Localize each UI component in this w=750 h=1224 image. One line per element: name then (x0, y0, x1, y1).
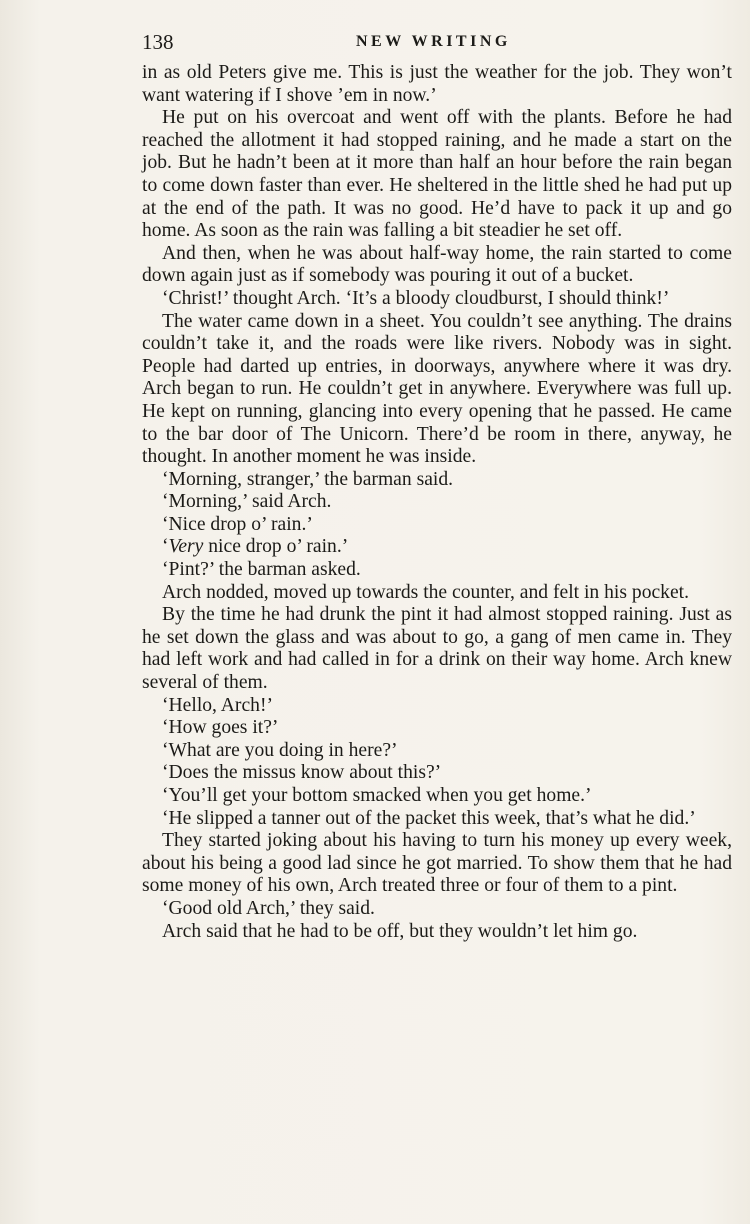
paragraph: They started joking about his having to turn his money up every week, about his being a good lad since he got married. To show them that he had some money of his own, Arch treated three or four of them to a pint. (142, 830, 732, 897)
body-text (142, 62, 732, 943)
dialogue-line: ‘Christ!’ thought Arch. ‘It’s a bloody cloudburst, I should think!’ (162, 287, 670, 309)
paragraph: Arch nodded, moved up towards the counter, and felt in his pocket. (162, 581, 690, 603)
dialogue-line: ‘Does the missus know about this?’ (162, 762, 442, 784)
running-head (142, 30, 732, 56)
paragraph: Arch said that he had to be off, but they wouldn’t let him go. (162, 920, 638, 942)
dialogue-line (142, 536, 732, 559)
quote-open: ‘ (162, 536, 169, 558)
paragraph: And then, when he was about half-way home, the rain started to come down again just as if somebody was pouring it out of a bucket. (142, 242, 732, 287)
running-title: NEW WRITING (356, 33, 511, 50)
dialogue-line: ‘Nice drop o’ rain.’ (162, 513, 313, 535)
page-number: 138 (142, 30, 174, 54)
paragraph: The water came down in a sheet. You couldn’t see anything. The drains couldn’t take it, and the roads were like rivers. Nobody was in sight. People had darted up entries, in doorways, anywhere where it was dry. Arch began to run. He couldn’t get in anywhere. Everywhere was full up. He kept on running, glancing into every opening that he passed. He came to the bar door of The Unicorn. There’d be room in there, anyway, he thought. In another moment he was inside. (142, 310, 732, 468)
paragraph: in as old Peters give me. This is just the weather for the job. They won’t want watering if I shove ’em in now.’ (142, 62, 732, 106)
paragraph: By the time he had drunk the pint it had almost stopped raining. Just as he set down the glass and was about to go, a gang of men came in. They had left work and had called in for a drink on their way home. Arch knew several of them. (142, 604, 732, 694)
dialogue-line: ‘Morning,’ said Arch. (162, 491, 332, 513)
dialogue-line: ‘What are you doing in here?’ (162, 739, 398, 761)
dialogue-line: ‘Morning, stranger,’ the barman said. (162, 468, 454, 490)
dialogue-line: ‘How goes it?’ (162, 717, 279, 739)
dialogue-line: ‘Pint?’ the barman asked. (162, 559, 361, 581)
dialogue-line: ‘Good old Arch,’ they said. (162, 897, 375, 919)
dialogue-line: ‘Hello, Arch!’ (162, 694, 273, 716)
dialogue-line: ‘He slipped a tanner out of the packet this week, that’s what he did.’ (162, 807, 696, 829)
dialogue-line: ‘You’ll get your bottom smacked when you get home.’ (162, 785, 592, 806)
paragraph: He put on his overcoat and went off with the plants. Before he had reached the allotment it had stopped raining, and he made a start on the job. But he hadn’t been at it more than half an hour before the rain began to come down faster than ever. He sheltered in the little shed he had put up at the end of the path. It was no good. He’d have to pack it up and go home. As soon as the rain was falling a bit steadier he set off. (142, 107, 732, 242)
quote-rest: nice drop o’ rain.’ (203, 536, 349, 558)
emphasis: Very (168, 536, 204, 558)
